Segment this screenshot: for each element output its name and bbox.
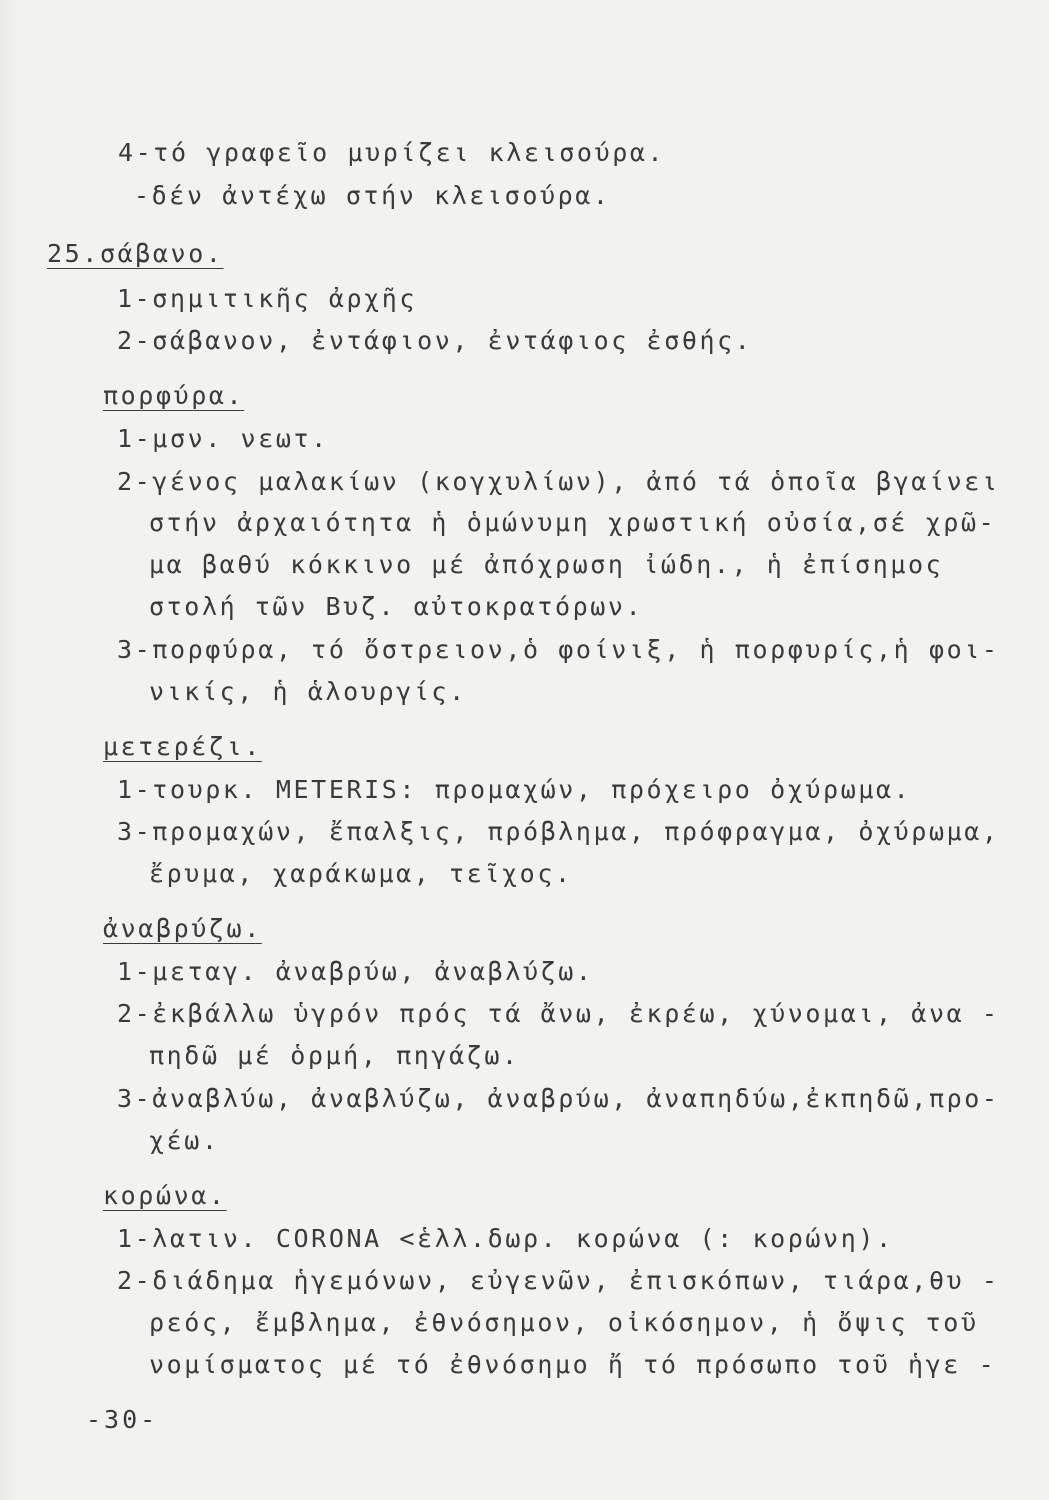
text-line: 2-ἐκβάλλω ὑγρόν πρός τά ἄνω, ἐκρέω, χύνομαι, ἀνα - <box>117 999 1000 1028</box>
text-line: νομίσματος μέ τό ἐθνόσημο ἤ τό πρόσωπο τοῦ ἡγε - <box>149 1350 997 1379</box>
text-line: 3-προμαχών, ἔπαλξις, πρόβλημα, πρόφραγμα, ὀχύρωμα, <box>117 817 1000 846</box>
text-line: 1-μεταγ. ἀναβρύω, ἀναβλύζω. <box>117 957 594 986</box>
text-line: νικίς, ἡ ἁλουργίς. <box>149 677 467 706</box>
text-line: 2-γένος μαλακίων (κογχυλίων), ἀπό τά ὁποῖα βγαίνει <box>117 467 1000 496</box>
text-line: 1-τουρκ. METERIS: προμαχών, πρόχειρο ὀχύρωμα. <box>117 775 912 804</box>
entry-heading: πορφύρα. <box>103 381 245 410</box>
text-line: ἔρυμα, χαράκωμα, τεῖχος. <box>149 859 573 888</box>
text-line: 1-λατιν. CORONA <ἑλλ.δωρ. κορώνα (: κορώνη). <box>117 1224 894 1253</box>
text-line: 3-ἀναβλύω, ἀναβλύζω, ἀναβρύω, ἀναπηδύω,ἐκπηδῶ,προ- <box>117 1084 1000 1113</box>
text-line: πηδῶ μέ ὁρμή, πηγάζω. <box>149 1041 520 1070</box>
entry-heading: μετερέζι. <box>103 732 262 761</box>
text-line: 2-σάβανον, ἐντάφιον, ἐντάφιος ἐσθής. <box>117 326 753 355</box>
page-number: -30- <box>86 1405 159 1434</box>
text-line: στολή τῶν Βυζ. αὐτοκρατόρων. <box>149 592 644 621</box>
text-line: στήν ἀρχαιότητα ἡ ὁμώνυμη χρωστική οὐσία,σέ χρῶ- <box>149 508 997 537</box>
text-line: χέω. <box>149 1126 220 1155</box>
text-line: 3-πορφύρα, τό ὄστρειον,ὁ φοίνιξ, ἡ πορφυρίς,ἡ φοι- <box>117 635 1000 664</box>
text-line: -δέν ἀντέχω στήν κλεισούρα. <box>134 181 611 210</box>
text-line: 1-μσν. νεωτ. <box>117 424 329 453</box>
entry-heading: 25.σάβανο. <box>47 239 224 268</box>
entry-heading: κορώνα. <box>103 1181 227 1210</box>
text-line: μα βαθύ κόκκινο μέ ἀπόχρωση ἰώδη., ἡ ἐπίσημος <box>149 550 944 579</box>
text-line: 2-διάδημα ἡγεμόνων, εὐγενῶν, ἐπισκόπων, τιάρα,θυ - <box>117 1266 1000 1295</box>
text-line: ρεός, ἔμβλημα, ἐθνόσημον, οἰκόσημον, ἡ ὄψις τοῦ <box>149 1308 979 1337</box>
text-line: 4-τό γραφεῖο μυρίζει κλεισούρα. <box>118 138 666 167</box>
entry-heading: ἀναβρύζω. <box>103 914 262 943</box>
text-line: 1-σημιτικῆς ἀρχῆς <box>117 284 418 313</box>
